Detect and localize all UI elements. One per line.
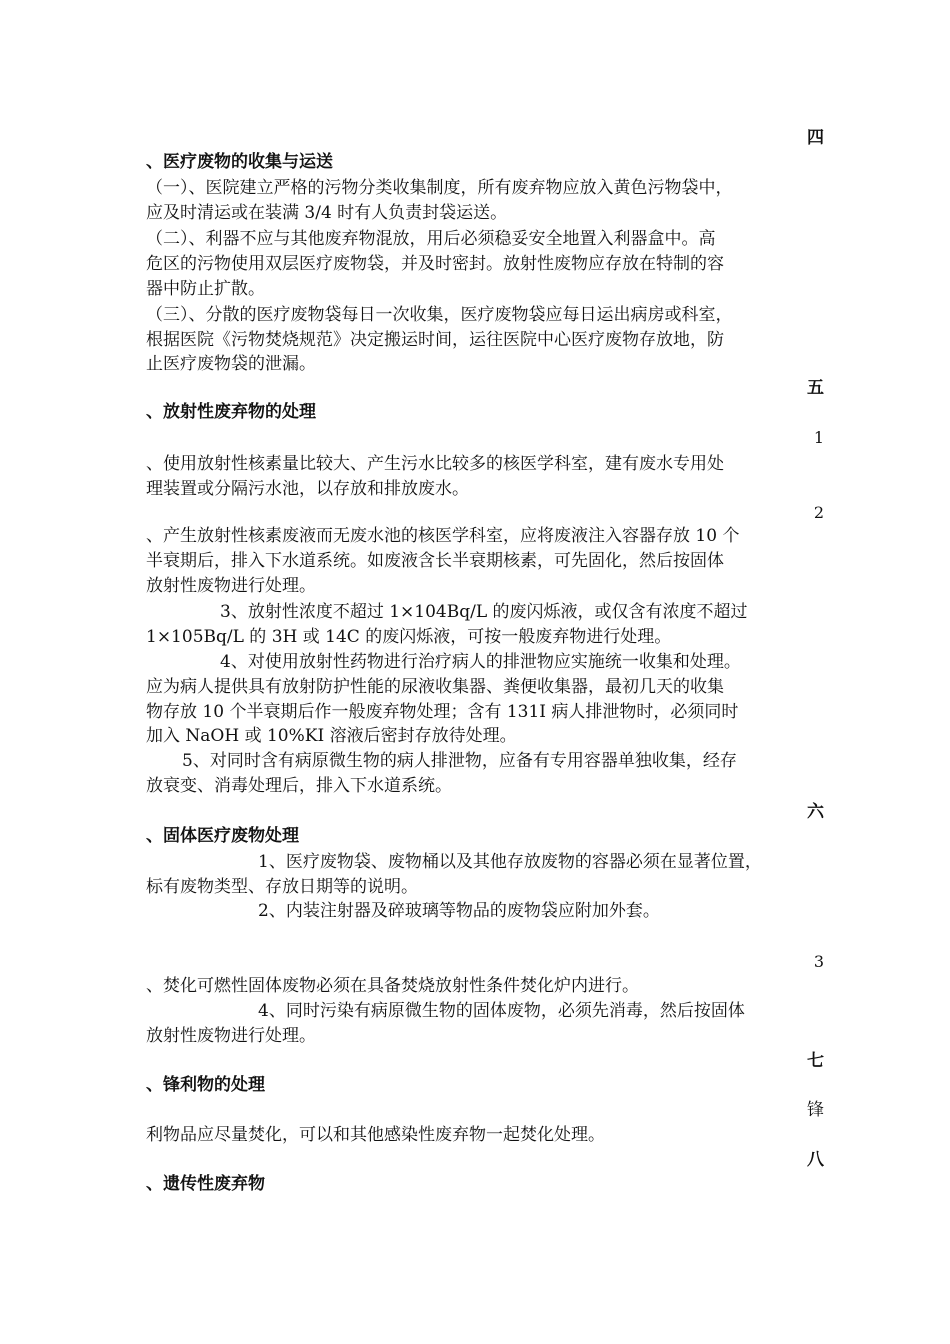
paragraph-line: 利物品应尽量焚化，可以和其他感染性废弃物一起焚化处理。 [146,1125,605,1145]
item-number: 3 [813,952,824,971]
section-5-marker: 五 [807,378,824,398]
paragraph-line: 放射性废物进行处理。 [146,1026,316,1046]
paragraph-line: （三）、分散的医疗废物袋每日一次收集，医疗废物袋应每日运出病房或科室， [146,305,733,325]
item-number: 1 [813,428,824,447]
item-number: 2 [813,503,824,522]
section-5-heading: 、放射性废弃物的处理 [146,402,316,422]
section-7-heading: 、锋利物的处理 [146,1075,265,1095]
section-7-lead-char: 锋 [807,1100,824,1120]
paragraph-line: 、产生放射性核素废液而无废水池的核医学科室，应将废液注入容器存放 10 个 [146,526,740,546]
paragraph-line: 4、对使用放射性药物进行治疗病人的排泄物应实施统一收集和处理。 [220,652,741,672]
section-7-marker: 七 [807,1051,824,1071]
paragraph-line: 5、对同时含有病原微生物的病人排泄物，应备有专用容器单独收集，经存 [182,751,737,771]
paragraph-line: 放射性废物进行处理。 [146,576,316,596]
paragraph-line: 放衰变、消毒处理后，排入下水道系统。 [146,776,452,796]
paragraph-line: 物存放 10 个半衰期后作一般废弃物处理；含有 131I 病人排泄物时，必须同时 [146,702,739,722]
paragraph-line: （二）、利器不应与其他废弃物混放，用后必须稳妥安全地置入利器盒中。高 [146,229,716,249]
section-4-marker: 四 [807,128,824,148]
paragraph-line: 应及时清运或在装满 3/4 时有人负责封袋运送。 [146,203,508,223]
paragraph-line: （一）、医院建立严格的污物分类收集制度，所有废弃物应放入黄色污物袋中， [146,178,733,198]
section-6-marker: 六 [807,802,824,822]
paragraph-line: 半衰期后，排入下水道系统。如废液含长半衰期核素，可先固化，然后按固体 [146,551,724,571]
section-8-marker: 八 [807,1150,824,1170]
paragraph-line: 加入 NaOH 或 10%KI 溶液后密封存放待处理。 [146,726,517,746]
paragraph-line: 2、内装注射器及碎玻璃等物品的废物袋应附加外套。 [258,901,660,921]
paragraph-line: 1×105Bq/L 的 3H 或 14C 的废闪烁液，可按一般废弃物进行处理。 [146,627,672,647]
paragraph-line: 理装置或分隔污水池，以存放和排放废水。 [146,479,469,499]
paragraph-line: 根据医院《污物焚烧规范》决定搬运时间，运往医院中心医疗废物存放地，防 [146,330,724,350]
paragraph-line: 3、放射性浓度不超过 1×104Bq/L 的废闪烁液，或仅含有浓度不超过 [220,602,748,622]
section-4-heading: 、医疗废物的收集与运送 [146,152,333,172]
paragraph-line: 标有废物类型、存放日期等的说明。 [146,877,418,897]
paragraph-line: 危区的污物使用双层医疗废物袋，并及时密封。放射性废物应存放在特制的容 [146,254,724,274]
paragraph-line: 1、医疗废物袋、废物桶以及其他存放废物的容器必须在显著位置， [258,852,762,872]
paragraph-line: 止医疗废物袋的泄漏。 [146,354,316,374]
section-8-heading: 、遗传性废弃物 [146,1174,265,1194]
paragraph-line: 4、同时污染有病原微生物的固体废物，必须先消毒，然后按固体 [258,1001,745,1021]
paragraph-line: 、使用放射性核素量比较大、产生污水比较多的核医学科室，建有废水专用处 [146,454,724,474]
section-6-heading: 、固体医疗废物处理 [146,826,299,846]
paragraph-line: 应为病人提供具有放射防护性能的尿液收集器、粪便收集器，最初几天的收集 [146,677,724,697]
paragraph-line: 器中防止扩散。 [146,279,265,299]
paragraph-line: 、焚化可燃性固体废物必须在具备焚烧放射性条件焚化炉内进行。 [146,976,639,996]
